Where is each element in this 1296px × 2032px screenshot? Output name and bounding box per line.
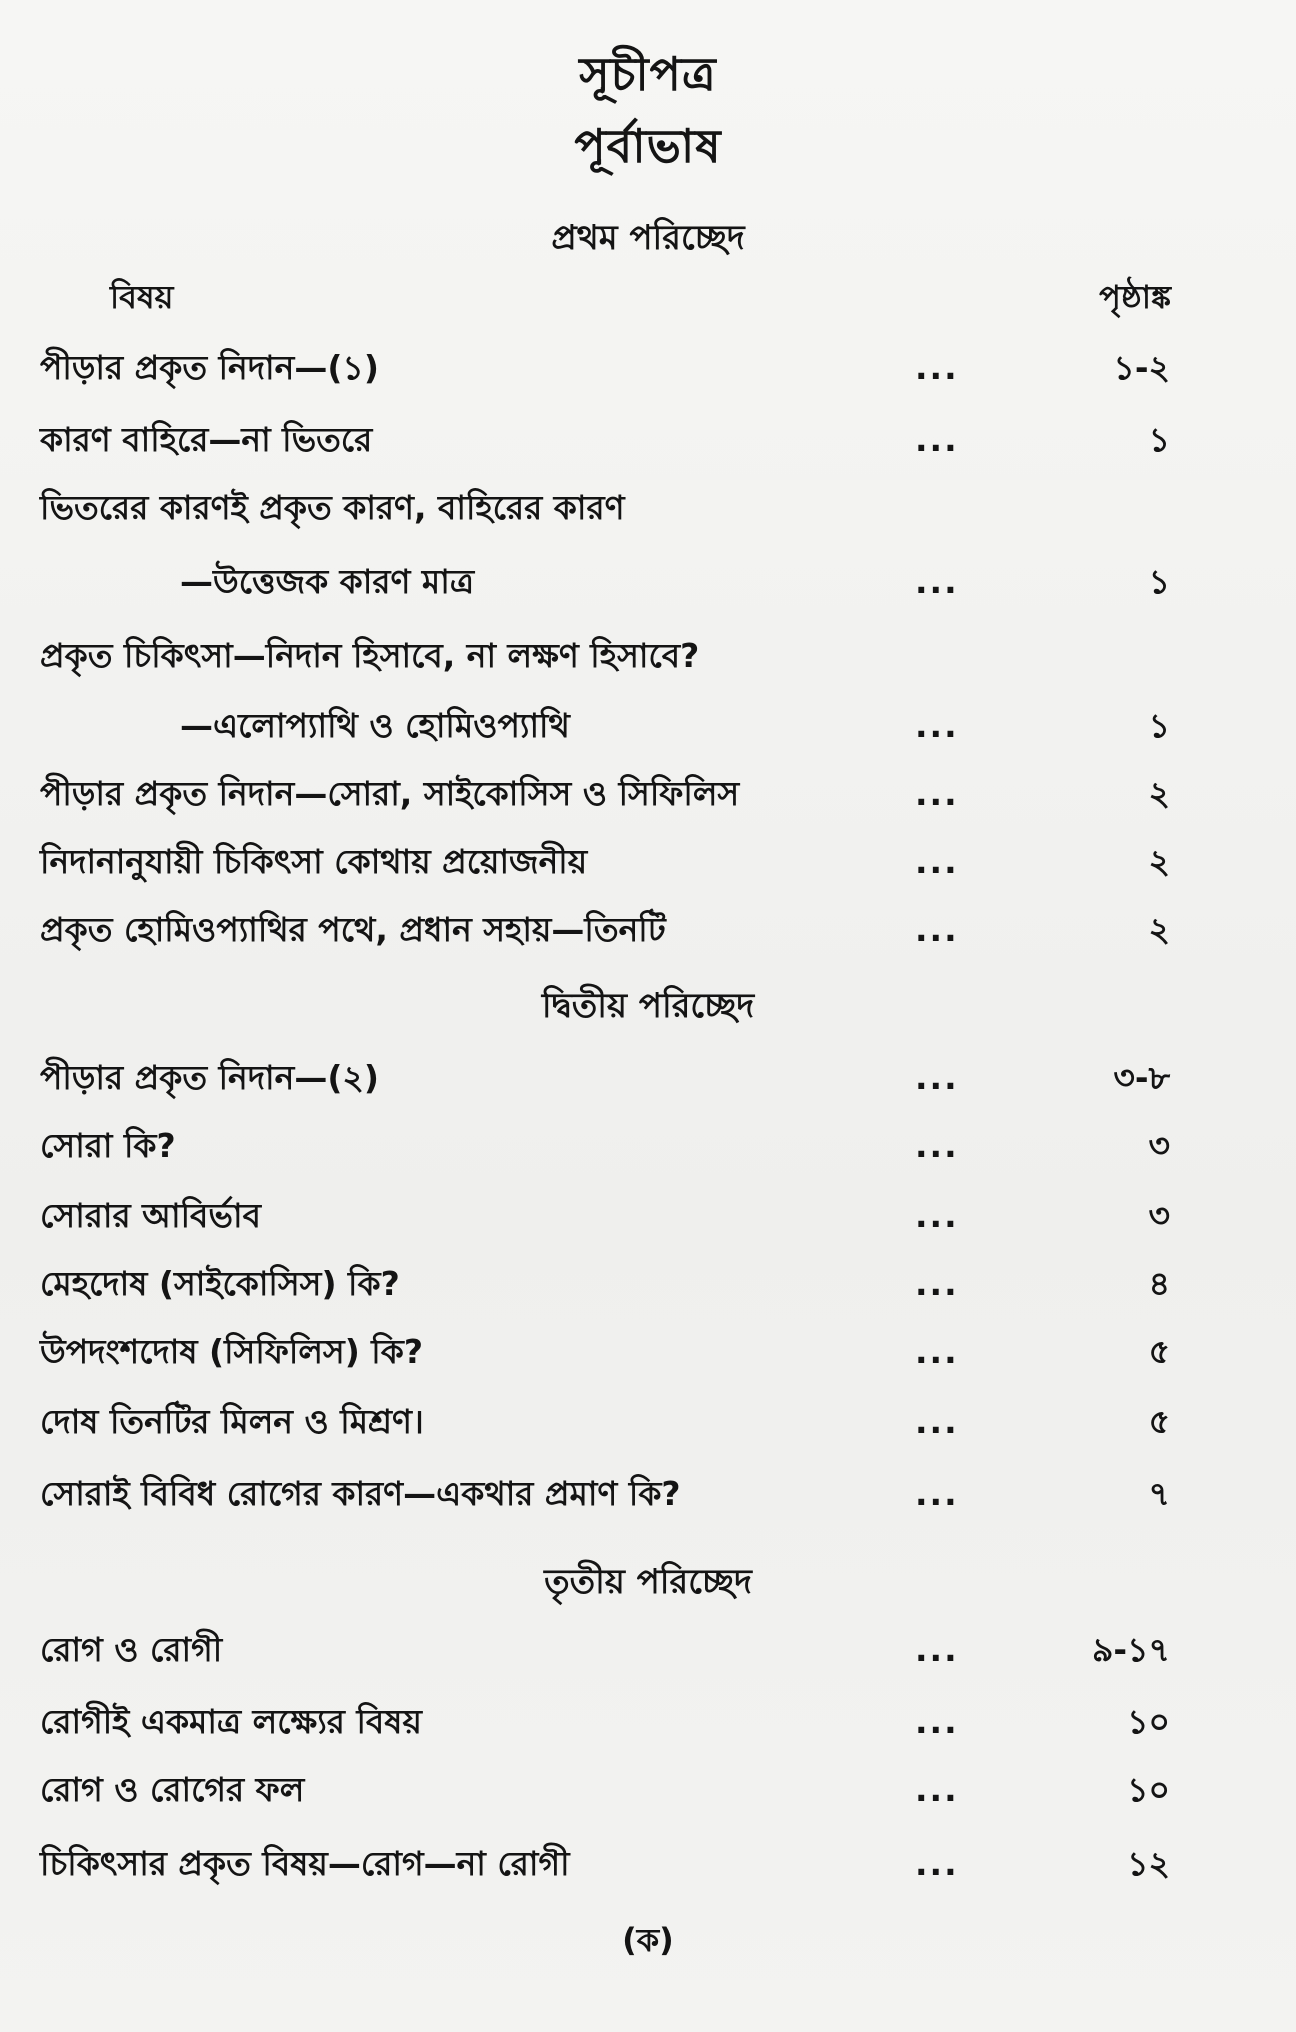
toc-entry-page: ৩	[1148, 1196, 1170, 1235]
toc-entry-page: ১	[1148, 706, 1170, 745]
toc-entry	[40, 1190, 1170, 1242]
toc-entry-page: ৩-৮	[1113, 1058, 1170, 1097]
toc-entry-text: প্রকৃত চিকিৎসা—নিদান হিসাবে, না লক্ষণ হিসাবে?	[40, 636, 700, 675]
page-subtitle: পূর্বাভাষ	[574, 119, 722, 173]
toc-entry-text: রোগ ও রোগের ফল	[40, 1770, 305, 1809]
toc-entry-text: পীড়ার প্রকৃত নিদান—(১)	[40, 348, 379, 387]
leader-dots: ...	[915, 562, 959, 601]
leader-dots: ...	[915, 1474, 959, 1513]
leader-dots: ...	[915, 774, 959, 813]
toc-entry-text: সোরা কি?	[40, 1126, 176, 1165]
toc-entry-text: —এলোপ্যাথি ও হোমিওপ্যাথি	[180, 706, 570, 745]
toc-entry	[40, 1052, 1170, 1104]
toc-entry	[40, 342, 1170, 394]
leader-dots: ...	[915, 1630, 959, 1669]
leader-dots: ...	[915, 1770, 959, 1809]
column-header-subject: বিষয়	[110, 278, 174, 316]
toc-entry-page: ৭	[1148, 1474, 1170, 1513]
toc-entry	[40, 414, 1170, 466]
toc-entry-page: ১২	[1127, 1844, 1170, 1883]
toc-entry	[40, 1258, 1170, 1310]
toc-entry	[40, 482, 1170, 534]
toc-entry	[40, 700, 1170, 752]
toc-entry	[40, 1396, 1170, 1448]
toc-entry-page: ৫	[1148, 1332, 1170, 1371]
toc-entry-page: ১	[1148, 562, 1170, 601]
toc-entry	[40, 1120, 1170, 1172]
toc-entry	[40, 836, 1170, 888]
toc-entry-page: ১০	[1127, 1770, 1170, 1809]
toc-entry	[40, 1764, 1170, 1816]
leader-dots: ...	[915, 1844, 959, 1883]
toc-entry-page: ৩	[1148, 1126, 1170, 1165]
chapter-heading-1: প্রথম পরিচ্ছেদ	[551, 218, 745, 258]
toc-entry	[40, 1624, 1170, 1676]
toc-entry-page: ২	[1148, 910, 1170, 949]
leader-dots: ...	[915, 420, 959, 459]
toc-entry-text: উপদংশদোষ (সিফিলিস) কি?	[40, 1332, 423, 1371]
leader-dots: ...	[915, 1126, 959, 1165]
leader-dots: ...	[915, 1264, 959, 1303]
toc-entry-text: সোরাই বিবিধ রোগের কারণ—একথার প্রমাণ কি?	[40, 1474, 681, 1513]
toc-entry-page: ১	[1148, 420, 1170, 459]
leader-dots: ...	[915, 706, 959, 745]
toc-entry-text: রোগ ও রোগী	[40, 1630, 223, 1669]
leader-dots: ...	[915, 842, 959, 881]
toc-entry-text: মেহদোষ (সাইকোসিস) কি?	[40, 1264, 400, 1303]
toc-entry-page: ৯-১৭	[1092, 1630, 1170, 1669]
toc-entry-text: ভিতরের কারণই প্রকৃত কারণ, বাহিরের কারণ	[40, 488, 625, 527]
toc-entry-text: —উত্তেজক কারণ মাত্র	[180, 562, 475, 601]
toc-entry-page: ৫	[1148, 1402, 1170, 1441]
toc-entry-page: ১০	[1127, 1702, 1170, 1741]
column-header-page: পৃষ্ঠাঙ্ক	[1099, 278, 1171, 316]
toc-entry-text: নিদানানুযায়ী চিকিৎসা কোথায় প্রয়োজনীয়	[40, 842, 588, 881]
page-title: সূচীপত্র	[579, 47, 717, 101]
chapter-heading-2: দ্বিতীয় পরিচ্ছেদ	[541, 986, 755, 1026]
toc-entry-text: প্রকৃত হোমিওপ্যাথির পথে, প্রধান সহায়—তিনটি	[40, 910, 666, 949]
toc-entry-text: দোষ তিনটির মিলন ও মিশ্রণ।	[40, 1402, 424, 1441]
toc-entry	[40, 1838, 1170, 1890]
leader-dots: ...	[915, 1332, 959, 1371]
toc-entry-text: পীড়ার প্রকৃত নিদান—(২)	[40, 1058, 379, 1097]
toc-entry	[40, 630, 1170, 682]
toc-entry-page: ৪	[1148, 1264, 1170, 1303]
toc-entry	[40, 1326, 1170, 1378]
leader-dots: ...	[915, 348, 959, 387]
toc-entry-page: ২	[1148, 842, 1170, 881]
toc-entry	[40, 1468, 1170, 1520]
toc-entry-page: ২	[1148, 774, 1170, 813]
toc-entry	[40, 556, 1170, 608]
toc-entry-text: চিকিৎসার প্রকৃত বিষয়—রোগ—না রোগী	[40, 1844, 570, 1883]
chapter-heading-3: তৃতীয় পরিচ্ছেদ	[544, 1562, 752, 1602]
toc-entry	[40, 1696, 1170, 1748]
page-number-footer: (ক)	[622, 1921, 674, 1959]
toc-entry	[40, 768, 1170, 820]
toc-entry-page: ১-২	[1113, 348, 1170, 387]
toc-entry-text: কারণ বাহিরে—না ভিতরে	[40, 420, 373, 459]
toc-entry-text: রোগীই একমাত্র লক্ষ্যের বিষয়	[40, 1702, 422, 1741]
leader-dots: ...	[915, 1196, 959, 1235]
leader-dots: ...	[915, 1402, 959, 1441]
toc-entry-text: সোরার আবির্ভাব	[40, 1196, 261, 1235]
toc-entry	[40, 904, 1170, 956]
leader-dots: ...	[915, 1058, 959, 1097]
toc-entry-text: পীড়ার প্রকৃত নিদান—সোরা, সাইকোসিস ও সিফিলিস	[40, 774, 740, 813]
leader-dots: ...	[915, 910, 959, 949]
leader-dots: ...	[915, 1702, 959, 1741]
